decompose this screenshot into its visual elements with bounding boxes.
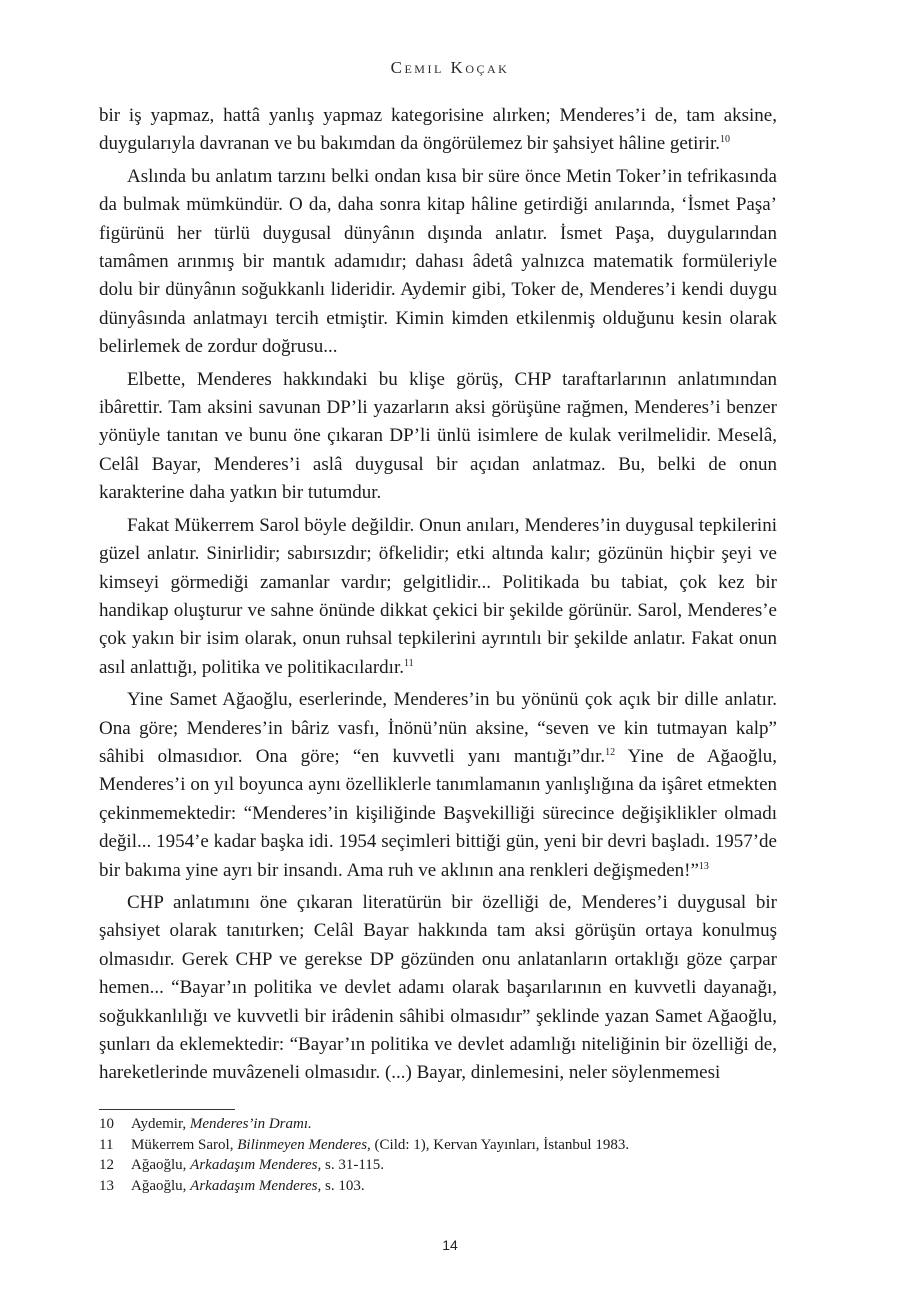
paragraph-6: CHP anlatımını öne çıkaran literatürün bir özelliği de, Menderes’i duygusal bir şahsiyet olarak tanıtırken; Celâl Bayar hakkında tam aksi görüşün ortaya konulmuş olmasıdır. Gerek CHP ve gerekse DP gözünden onu anlatanların ortaklığı göze çarpar hemen... “Bayar’ın politika ve devlet adamı olarak başarılarının en kuvvetli dayanağı, soğukkanlılığı ve kuvvetli bir irâdenin sâhibi olmasıdır” şeklinde yazan Samet Ağaoğlu, şunları da eklemektedir: “Bayar’ın politika ve devlet adamlığı niteliğinin bir özelliği de, hareketlerinde muvâzeneli olmasıdır. (...) Bayar, dinlemesini, neler söylenmemesi [99, 891, 777, 1084]
footnote-11 [99, 1135, 777, 1156]
footnote-text: Ağaoğlu, Arkadaşım Menderes, s. 103. [131, 1177, 365, 1194]
footnote-text: Mükerrem Sarol, Bilinmeyen Menderes, (Cild: 1), Kervan Yayınları, İstanbul 1983. [131, 1136, 630, 1153]
paragraph-4: Fakat Mükerrem Sarol böyle değildir. Onun anıları, Menderes’in duygusal tepkilerini güzel anlatır. Sinirlidir; sabırsızdır; öfkelidir; etki altında kalır; gözünün hiçbir şeyi ve kimseyi görmediği zamanlar vardır; gelgitlidir... Politikada bu tabiat, çok kez bir handikap oluşturur ve sahne önünde dikkat çekici bir şekilde görünür. Sarol, Menderes’e çok yakın bir isim olarak, onun ruhsal tepkilerini ayrıntılı bir şekilde anlatır. Fakat onun asıl anlattığı, politika ve politikacılardır.$^{11}$ [99, 514, 777, 678]
footnote-number: 12 [99, 1157, 114, 1173]
footnote-text: Aydemir, Menderes’in Dramı. [131, 1116, 312, 1132]
paragraph-1: bir iş yapmaz, hattâ yanlış yapmaz kategorisine alırken; Menderes’i de, tam aksine, duygularıyla davranan ve bu bakımdan da öngörülemez bir şahsiyet hâline getirir.$^{10}$ [99, 105, 777, 155]
footnote-number: 11 [99, 1136, 114, 1153]
paragraph-2: Aslında bu anlatım tarzını belki ondan kısa bir süre önce Metin Toker’in tefrikasında da bulmak mümkündür. O da, daha sonra kitap hâline getirdiği anılarında, ‘İsmet Paşa’ figürünü her türlü duygusal dünyânın dışında anlatır. İsmet Paşa, duygularından tamâmen arınmış bir mantık adamıdır; dahası âdetâ yalnızca matematik formüleriyle dolu bir dünyânın soğukkanlı lideridir. Aydemir gibi, Toker de, Menderes’i kendi duygu dünyâsında anlatmayı tercih etmiştir. Kimin kimden etkilenmiş olduğunu kesin olarak belirlemek de zordur doğrusu... [99, 165, 777, 358]
footnote-ref-11: 11 [403, 657, 414, 669]
running-head-author: Cemil Koçak [390, 58, 510, 77]
footnote-number: 13 [99, 1177, 114, 1194]
footnote-10 [99, 1114, 777, 1135]
footnote-ref-12: 12 [605, 746, 616, 758]
footnotes [99, 1114, 777, 1196]
footnote-number: 10 [99, 1116, 114, 1132]
footnote-text: Ağaoğlu, Arkadaşım Menderes, s. 31-115. [131, 1157, 385, 1173]
page-number: 14 [442, 1237, 458, 1253]
paragraph-5: Yine Samet Ağaoğlu, eserlerinde, Menderes’in bu yönünü çok açık bir dille anlatır. Ona göre; Menderes’in bâriz vasfı, İnönü’nün aksine, “seven ve kin tutmayan kalp” sâhibi olmasıdıor. Ona göre; “en kuvvetli yanı mantığı”dır.$^{12}$ Yine de Ağaoğlu, Menderes’i on yıl boyunca aynı özelliklerle tanımlamanın yanlışlığına da işâret etmekten çekinmemektedir: “Menderes’in kişiliğinde Başvekilliği sürecince değişiklikler olmadı değil... 1954’e kadar başka idi. 1954 seçimleri bittiği gün, yeni bir devri başladı. 1957’de bir bakıma yine ayrı bir insandı. Ama ruh ve aklının ana renkleri değişmeden!”$^{13}$ [99, 689, 778, 881]
footnote-12 [99, 1155, 777, 1176]
paragraph-3: Elbette, Menderes hakkındaki bu klişe görüş, CHP taraftarlarının anlatımından ibârettir. Tam aksini savunan DP’li yazarların aksi görüşüne rağmen, Menderes’i benzer yönüyle tanıtan ve bunu öne çıkaran DP’li ünlü isimlere de kulak verilmelidir. Meselâ, Celâl Bayar, Menderes’i aslâ duygusal bir açıdan anlatmaz. Bu, belki de onun karakterine daha yatkın bir tutumdur. [99, 368, 777, 504]
footnote-divider [99, 1109, 235, 1110]
footnote-ref-13: 13 [698, 860, 709, 872]
body-text [99, 102, 777, 1092]
footnote-13 [99, 1176, 777, 1197]
footnote-ref-10: 10 [720, 134, 730, 146]
